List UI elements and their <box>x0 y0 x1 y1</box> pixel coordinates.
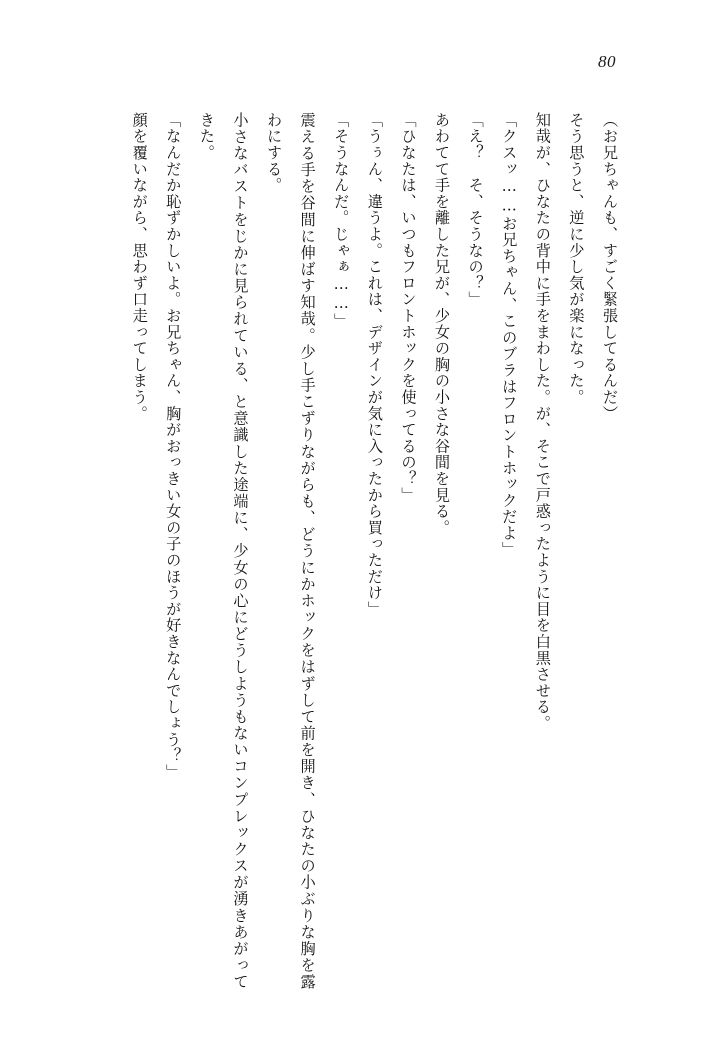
paragraph: 知哉が、ひなたの背中に手をまわした。が、そこで戸惑ったように目を白黒させる。 <box>533 112 552 732</box>
paragraph: 小さなバストをじかに見られている、と意識した途端に、少女の心にどうしようもないコンプレックスが湧きあがってきた。 <box>197 112 250 990</box>
paragraph: 「え？ そ、そうなの？」 <box>466 112 485 308</box>
paragraph: あわてて手を離した兄が、少女の胸の小さな谷間を見る。 <box>433 112 452 536</box>
page-number: 80 <box>598 52 616 71</box>
paragraph: 「そうなんだ。じゃぁ……」 <box>332 112 351 330</box>
paragraph: （お兄ちゃんも、すごく緊張してるんだ） <box>601 112 619 422</box>
page-body-text <box>60 112 626 990</box>
paragraph: 「クスッ……お兄ちゃん、このブラはフロントホックだよ」 <box>500 112 519 558</box>
paragraph: 「なんだか恥ずかしいよ。お兄ちゃん、胸がおっきい女の子のほうが好きなんでしょう？」 <box>164 112 183 781</box>
paragraph: 「ひなたは、いつもフロントホックを使ってるの？」 <box>399 112 418 504</box>
paragraph: そう思うと、逆に少し気が楽になった。 <box>567 112 586 406</box>
paragraph: 震える手を谷間に伸ばす知哉。少し手こずりながらも、どうにかホックをはずして前を開き、ひなたの小ぶりな胸を露わにする。 <box>265 112 317 990</box>
paragraph: 顔を覆いながら、思わず口走ってしまう。 <box>130 112 149 422</box>
paragraph: 「うぅん、違うよ。これは、デザインが気に入ったから買っただけ」 <box>365 112 384 618</box>
